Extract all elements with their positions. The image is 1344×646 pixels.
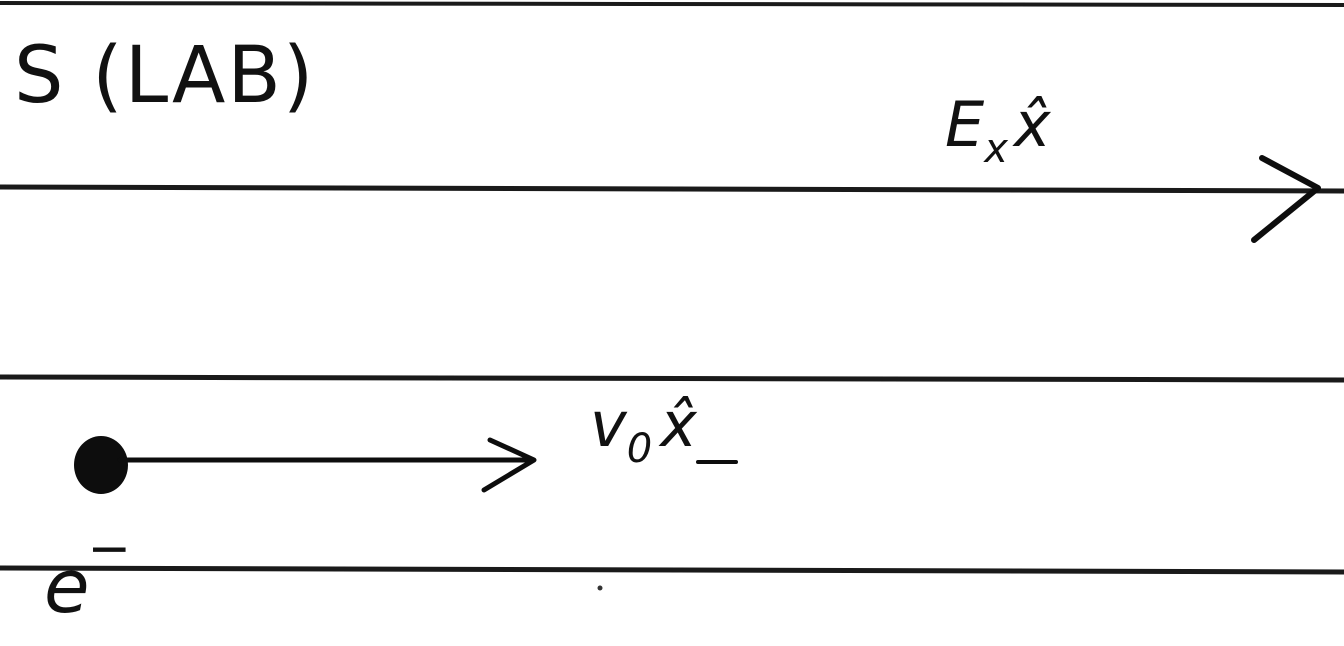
- electron-charge: −: [87, 519, 132, 579]
- middle-rule: [0, 377, 1344, 380]
- electron-symbol: e: [44, 544, 90, 630]
- velocity-subscript: 0: [626, 426, 653, 472]
- frame-label: S (LAB): [14, 31, 316, 121]
- velocity-symbol: v: [590, 388, 627, 461]
- electron-label: [44, 519, 131, 630]
- field-arrowhead: [1254, 158, 1318, 240]
- field-unit-vector: x̂: [1013, 88, 1051, 161]
- field-symbol: E: [945, 88, 985, 161]
- velocity-unit-vector: x̂: [660, 388, 697, 461]
- velocity-label: [590, 388, 698, 472]
- field-subscript: x: [984, 126, 1008, 172]
- electron-dot: [74, 436, 128, 494]
- velocity-arrowhead: [484, 440, 534, 490]
- bottom-rule: [0, 568, 1344, 572]
- top-rule: [0, 3, 1344, 5]
- field-label: [945, 88, 1052, 172]
- ink-speck: [598, 586, 603, 591]
- field-line: [0, 187, 1344, 191]
